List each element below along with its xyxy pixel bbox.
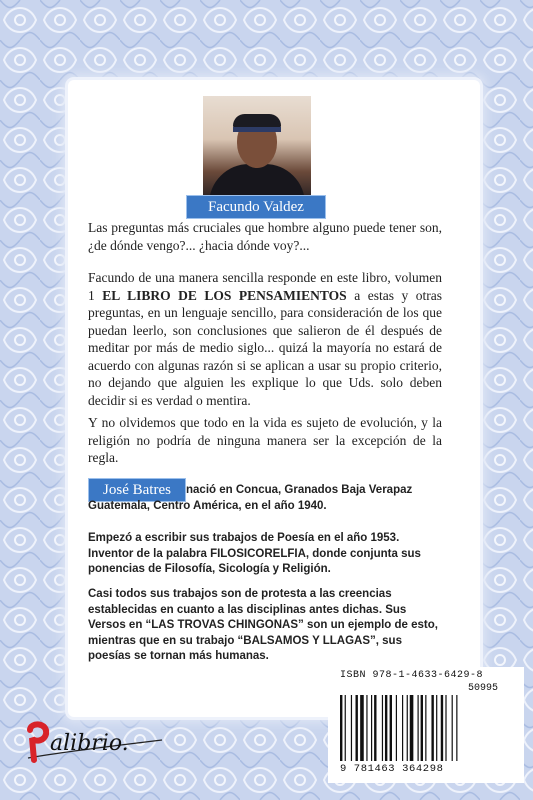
barcode-bar [425,695,426,761]
barcode-digits: 9 781463 364298 [340,763,444,775]
barcode-bar [452,695,453,761]
barcode-bar [382,695,383,761]
bio-career-text: Empezó a escribir sus trabajos de Poesía en el año 1953. Inventor de la palabra FILOSICORELFIA, donde conjunta sus ponencias de Filosofía, Sicología y Religión. [88,532,421,575]
author-name-label: Facundo Valdez [186,195,326,219]
svg-text:alibrio.: alibrio. [50,731,129,756]
barcode-bar [340,695,342,761]
price-code: 50995 [468,683,499,694]
closing-paragraph: Y no olvidemos que todo en la vida es sujeto de evolución, y la religión no podría de ninguna manera ser la excepción de la regla. [88,415,442,465]
bio-name-label: José Batres [88,478,186,502]
barcode-bar [360,695,364,761]
barcode-bar [371,695,372,761]
intro-paragraph: Las preguntas más cruciales que hombre alguno puede tener son, ¿de dónde vengo?... ¿hacia dónde voy?... [88,220,442,253]
description-text-b: a estas y otras preguntas, en un lenguaje sencillo, para consideración de los que puedan leerlo, son conclusiones que salieron de él después de meditar por más de medio siglo... quizá la mayoría no estará de acuerdo con algunas razón si se aplican a usar su propio criterio, no dejando que alguien les explique lo que Uds. solo deben decidir si es verdad o mentira. [88,287,442,408]
publisher-logo [22,712,172,772]
barcode-bar [445,695,446,761]
isbn-text: ISBN 978-1-4633-6429-8 [340,670,484,681]
barcode-bar [345,695,346,761]
barcode-bars [340,695,516,761]
barcode-bar [396,695,397,761]
barcode-bar [456,695,457,761]
description-text-a: Facundo de una manera sencilla responde en este libro, volumen 1 [88,270,442,303]
barcode-bar [402,695,403,761]
bio-works-text: Casi todos sus trabajos son de protesta a las creencias establecidas en cuanto a las disciplinas antes dichas. Sus Versos en “LAS TROVAS CHINGONAS” son un ejemplo de esto, mientras que en su trabajo “BALSAMOS Y LLAGAS”, sus poesías se tornan más humanas. [88,588,438,662]
description-paragraph [88,269,442,409]
barcode-bar [436,695,437,761]
barcode-bar [407,695,408,761]
barcode-bar [410,695,414,761]
barcode-bar [441,695,443,761]
barcode-bar [421,695,423,761]
barcode-bar [374,695,376,761]
book-title: EL LIBRO DE LOS PENSAMIENTOS [102,287,347,303]
barcode-bar [366,695,367,761]
barcode-bar [431,695,433,761]
isbn-barcode [328,667,524,783]
barcode-bar [385,695,387,761]
author-photo [203,96,311,204]
barcode-bar [390,695,392,761]
barcode-bar [418,695,419,761]
bio-birth-text: nació en Concua, Granados Baja Verapaz Guatemala, Centro América, en el año 1940. [88,484,413,512]
barcode-bar [351,695,352,761]
barcode-bar [356,695,358,761]
